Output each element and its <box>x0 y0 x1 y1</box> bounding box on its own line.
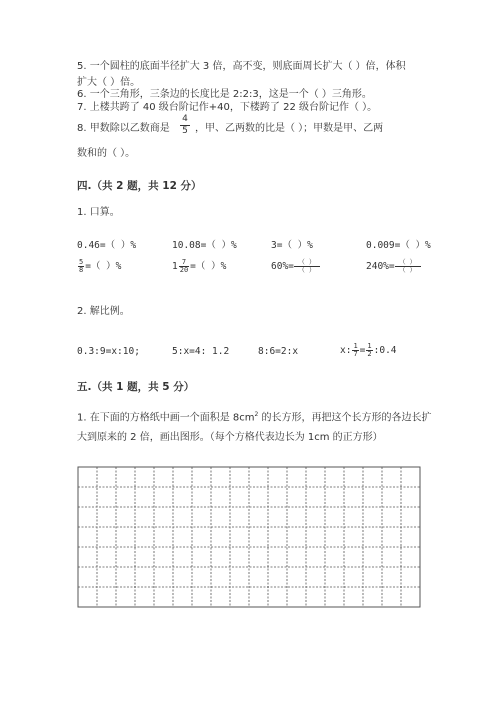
grid-paper[interactable] <box>77 466 421 608</box>
proportion-4: x: $\frac{1}{7}$ = $\frac{1}{2}$ :0.4 <box>340 342 397 358</box>
blank-fraction: （ ） （ ） <box>294 259 320 274</box>
oral-calc-8: 240%= （ ） （ ） <box>366 259 421 274</box>
fraction: $\frac{7}{20}$ <box>179 258 189 274</box>
grid-question-line1: 1. 在下面的方格纸中画一个面积是 $8cm^2$ 的长方形，再把这个长方形的各边长扩 <box>77 411 432 424</box>
question-8-line2: 数和的（ ）。 <box>77 148 136 159</box>
proportion-2: 5:x=4: 1.2 <box>172 346 230 357</box>
fraction: $\frac{1}{7}$ <box>353 342 358 358</box>
question-8-fraction <box>180 114 190 137</box>
fraction: $\frac{1}{2}$ <box>367 342 372 358</box>
question-8-start: 8. 甲数除以乙数商是 <box>77 123 170 134</box>
section-5-heading: 五.（共 1 题，共 5 分） <box>77 381 195 393</box>
fraction-numerator: 4 <box>180 114 190 126</box>
oral-calc-2: 10.08=（ ）% <box>172 240 237 251</box>
fraction: $\frac{5}{8}$ <box>79 258 84 274</box>
oral-calc-7: 60%= （ ） （ ） <box>271 259 320 274</box>
grid-question-line2: 大到原来的 2 倍，画出图形。（每个方格代表边长为 1cm 的正方形） <box>77 432 383 443</box>
oral-calc-4: 0.009=（ ）% <box>366 240 431 251</box>
question-7: 7. 上楼共跨了 40 级台阶记作+40，下楼跨了 22 级台阶记作（ ）。 <box>77 102 378 113</box>
question-8-end: ，甲、乙两数的比是（ ）；甲数是甲、乙两 <box>195 123 384 134</box>
oral-calc-5: $\frac{5}{8}$ =（ ）% <box>79 258 122 274</box>
question-5-line1: 5. 一个圆柱的底面半径扩大 3 倍，高不变，则底面周长扩大（ ）倍，体积 <box>77 61 406 72</box>
section-4-heading: 四.（共 2 题，共 12 分） <box>77 180 202 192</box>
question-5-line2: 扩大（ ）倍。 <box>77 77 141 88</box>
oral-calc-3: 3=（ ）% <box>271 240 313 251</box>
solve-proportion-title: 2. 解比例。 <box>77 306 130 317</box>
proportion-1: 0.3:9=x:10; <box>77 346 140 357</box>
oral-calc-1: 0.46=（ ）% <box>77 240 137 251</box>
question-6: 6. 一个三角形，三条边的长度比是 2:2:3，这是一个（ ）三角形。 <box>77 89 372 100</box>
proportion-3: 8:6=2:x <box>258 346 299 357</box>
oral-calc-title: 1. 口算。 <box>77 207 120 218</box>
fraction-denominator: 5 <box>182 126 188 136</box>
blank-fraction: （ ） （ ） <box>395 259 421 274</box>
oral-calc-6: 1 $\frac{7}{20}$ =（ ）% <box>172 258 227 274</box>
